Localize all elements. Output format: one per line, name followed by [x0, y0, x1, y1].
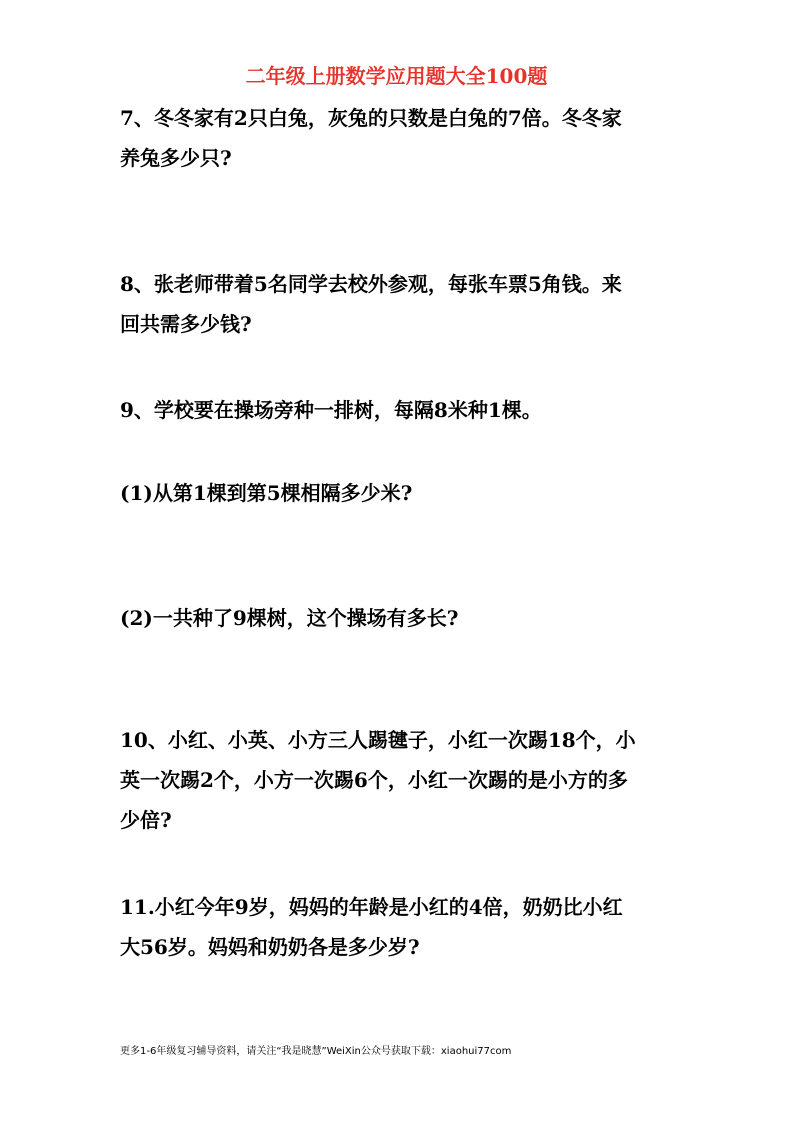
question-9-line-1: 9、学校要在操场旁种一排树，每隔8米种1棵。 [120, 398, 542, 422]
question-11-line-1: 11.小红今年9岁，妈妈的年龄是小红的4倍，奶奶比小红 [120, 895, 623, 919]
question-9-part-1-line-1: (1)从第1棵到第5棵相隔多少米? [120, 481, 413, 505]
question-8-line-1: 8、张老师带着5名同学去校外参观，每张车票5角钱。来 [120, 272, 622, 296]
question-9-part-2-line-1: (2)一共种了9棵树，这个操场有多长? [120, 606, 459, 630]
question-10-line-1: 10、小红、小英、小方三人踢毽子，小红一次踢18个，小 [120, 728, 636, 752]
question-7-line-1: 7、冬冬家有2只白兔，灰兔的只数是白兔的7倍。冬冬家 [120, 106, 622, 130]
question-11-line-2: 大56岁。妈妈和奶奶各是多少岁? [120, 935, 420, 959]
question-10 [120, 720, 680, 840]
question-7 [120, 98, 680, 178]
question-7-line-2: 养兔多少只? [120, 146, 232, 170]
question-10-line-2: 英一次踢2个，小方一次踢6个，小红一次踢的是小方的多 [120, 768, 628, 792]
question-10-line-3: 少倍? [120, 808, 172, 832]
question-9-part-2 [120, 598, 680, 638]
question-8-line-2: 回共需多少钱? [120, 312, 252, 336]
question-9 [120, 390, 680, 430]
question-11 [120, 887, 680, 967]
question-9-part-1 [120, 473, 680, 513]
question-8 [120, 264, 680, 344]
page-title: 二年级上册数学应用题大全100题 [245, 64, 548, 88]
page-footer: 更多1-6年级复习辅导资料，请关注“我是晓慧”WeiXin公众号获取下载：xiaohui77com [120, 1046, 512, 1057]
